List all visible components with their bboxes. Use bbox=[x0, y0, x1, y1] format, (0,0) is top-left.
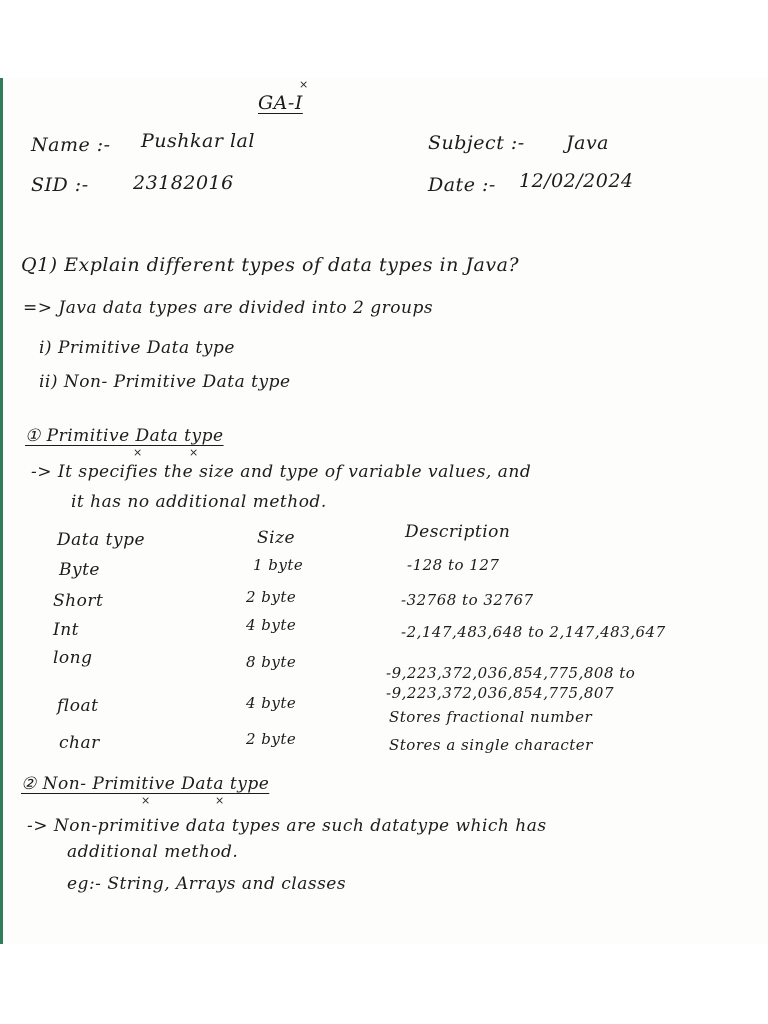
sid-label: SID :- bbox=[31, 174, 89, 196]
primitive-heading: ① Primitive Data type bbox=[25, 426, 224, 446]
row-type: Byte bbox=[59, 560, 100, 580]
non-primitive-line-1: -> Non-primitive data types are such datatype which has bbox=[27, 816, 547, 836]
subject-label: Subject :- bbox=[428, 132, 525, 154]
sid-value: 23182016 bbox=[133, 172, 234, 194]
row-size: 2 byte bbox=[246, 588, 297, 606]
primitive-line-2: it has no additional method. bbox=[71, 492, 327, 512]
row-desc: -9,223,372,036,854,775,808 to bbox=[386, 664, 636, 682]
col-header-type: Data type bbox=[57, 530, 146, 550]
col-header-size: Size bbox=[257, 528, 296, 548]
page-title: GA-I bbox=[258, 92, 303, 114]
date-label: Date :- bbox=[428, 174, 496, 196]
name-value: Pushkar lal bbox=[141, 130, 255, 152]
cross-mark: × bbox=[141, 794, 151, 807]
group-primitive: i) Primitive Data type bbox=[39, 338, 235, 358]
row-desc-cont: -9,223,372,036,854,775,807 bbox=[386, 684, 615, 702]
row-desc: -32768 to 32767 bbox=[401, 591, 534, 609]
row-type: float bbox=[57, 696, 99, 716]
row-desc: -2,147,483,648 to 2,147,483,647 bbox=[401, 623, 666, 641]
date-value: 12/02/2024 bbox=[519, 170, 634, 192]
name-label: Name :- bbox=[31, 134, 111, 156]
row-size: 4 byte bbox=[246, 694, 297, 712]
col-header-desc: Description bbox=[405, 522, 511, 542]
page-bottom-margin bbox=[0, 944, 768, 1024]
row-desc: Stores fractional number bbox=[389, 708, 593, 726]
row-type: Short bbox=[53, 591, 104, 611]
row-desc: -128 to 127 bbox=[407, 556, 500, 574]
cross-mark: × bbox=[215, 794, 225, 807]
answer-intro: => Java data types are divided into 2 groups bbox=[23, 298, 434, 318]
primitive-line-1: -> It specifies the size and type of variable values, and bbox=[31, 462, 532, 482]
row-desc: Stores a single character bbox=[389, 736, 593, 754]
row-size: 1 byte bbox=[253, 556, 304, 574]
non-primitive-line-2: additional method. bbox=[67, 842, 239, 862]
row-size: 2 byte bbox=[246, 730, 297, 748]
subject-value: Java bbox=[566, 132, 610, 154]
row-size: 8 byte bbox=[246, 653, 297, 671]
cross-mark: × bbox=[189, 446, 199, 459]
row-size: 4 byte bbox=[246, 616, 297, 634]
cross-mark: × bbox=[299, 78, 309, 91]
handwritten-page bbox=[0, 78, 768, 944]
group-non-primitive: ii) Non- Primitive Data type bbox=[39, 372, 291, 392]
non-primitive-example: eg:- String, Arrays and classes bbox=[67, 874, 347, 894]
cross-mark: × bbox=[133, 446, 143, 459]
row-type: Int bbox=[53, 620, 79, 640]
non-primitive-heading: ② Non- Primitive Data type bbox=[21, 774, 270, 794]
row-type: char bbox=[59, 733, 100, 753]
row-type: long bbox=[53, 648, 93, 668]
question-text: Q1) Explain different types of data types in Java? bbox=[21, 254, 520, 276]
